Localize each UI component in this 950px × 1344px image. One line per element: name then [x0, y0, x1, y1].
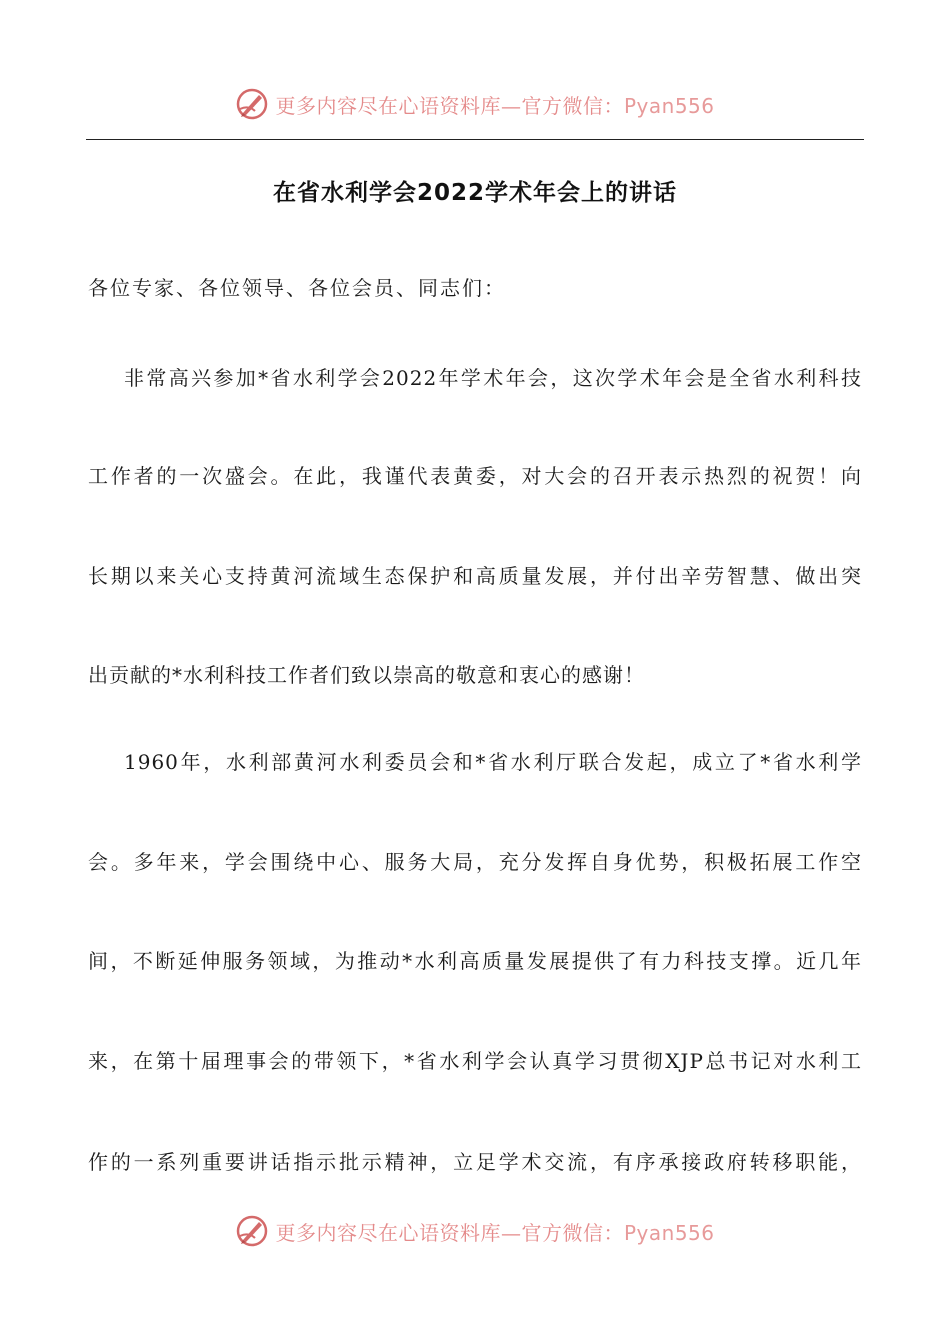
paragraph-2-line-2: 会。多年来，学会围绕中心、服务大局，充分发挥自身优势，积极拓展工作空: [88, 850, 862, 874]
header-watermark: [0, 84, 950, 124]
watermark-text: 更多内容尽在心语资料库—官方微信：Pyan556: [275, 1220, 715, 1245]
paragraph-1-line-4: 出贡献的*水利科技工作者们致以崇高的敬意和衷心的感谢！: [88, 663, 645, 687]
watermark-text: 更多内容尽在心语资料库—官方微信：Pyan556: [275, 93, 715, 118]
document-title: 在省水利学会2022学术年会上的讲话: [272, 180, 677, 206]
paragraph-2-line-3: 间，不断延伸服务领域，为推动*水利高质量发展提供了有力科技支撑。近几年: [88, 949, 862, 973]
paragraph-2-line-1: 1960年，水利部黄河水利委员会和*省水利厅联合发起，成立了*省水利学: [124, 750, 862, 774]
salutation: 各位专家、各位领导、各位会员、同志们：: [88, 276, 506, 300]
paragraph-1-line-1: 非常高兴参加*省水利学会2022年学术年会，这次学术年会是全省水利科技: [124, 366, 862, 390]
paragraph-2-line-5: 作的一系列重要讲话指示批示精神，立足学术交流，有序承接政府转移职能，: [88, 1150, 862, 1174]
header-divider: [86, 139, 864, 140]
pen-logo-icon: [235, 1214, 269, 1248]
paragraph-1-line-2: 工作者的一次盛会。在此，我谨代表黄委，对大会的召开表示热烈的祝贺！向: [88, 464, 862, 488]
paragraph-1-line-3: 长期以来关心支持黄河流域生态保护和高质量发展，并付出辛劳智慧、做出突: [88, 564, 862, 588]
pen-logo-icon: [235, 87, 269, 121]
watermark-wechat-id: Pyan556: [623, 1220, 715, 1245]
footer-watermark: [0, 1211, 950, 1251]
watermark-wechat-id: Pyan556: [623, 93, 715, 118]
paragraph-2-line-4: 来，在第十届理事会的带领下，*省水利学会认真学习贯彻XJP总书记对水利工: [88, 1049, 862, 1073]
